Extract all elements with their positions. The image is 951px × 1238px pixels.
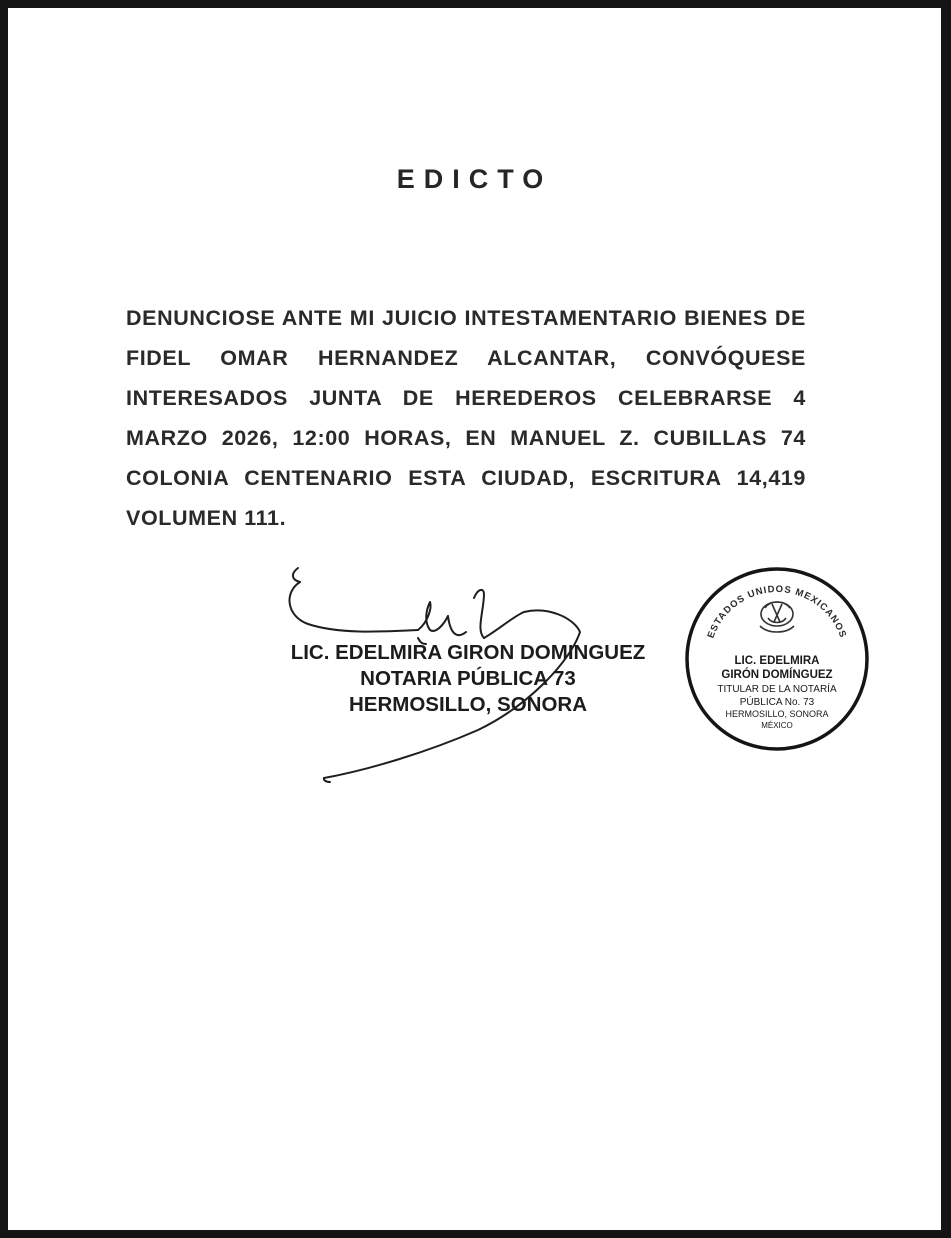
seal-emblem — [760, 602, 794, 632]
signatory-location: HERMOSILLO, SONORA — [348, 693, 588, 716]
seal-outer-text: ESTADOS UNIDOS MEXICANOS — [705, 583, 849, 640]
signatory-position: NOTARIA PÚBLICA 73 — [360, 667, 576, 690]
edict-body-text: DENUNCIOSE ANTE MI JUICIO INTESTAMENTARIO BIENES DE FIDEL OMAR HERNANDEZ ALCANTAR, CONVÓQUESE INTERESADOS JUNTA DE HEREDEROS CELEBRARSE 4 MARZO 2026, 12:00 HORAS, EN MANUEL Z. CUBILLAS 74 COLONIA CENTENARIO ESTA CIUDAD, ESCRITURA 14,419 VOLUMEN 111. — [126, 306, 806, 530]
notary-seal — [680, 564, 874, 754]
signatory-name: LIC. EDELMIRA GIRON DOMINGUEZ — [290, 641, 646, 664]
document-page — [8, 8, 941, 1230]
document-title: EDICTO — [396, 164, 553, 194]
seal-line-1: LIC. EDELMIRA — [734, 655, 820, 667]
seal-line-6: MÉXICO — [761, 721, 793, 730]
seal-line-4: PÚBLICA No. 73 — [739, 697, 815, 708]
seal-line-2: GIRÓN DOMÍNGUEZ — [721, 669, 833, 681]
signatory-block — [258, 640, 678, 718]
seal-line-5: HERMOSILLO, SONORA — [725, 709, 829, 719]
seal-line-3: TITULAR DE LA NOTARÍA — [717, 684, 837, 695]
